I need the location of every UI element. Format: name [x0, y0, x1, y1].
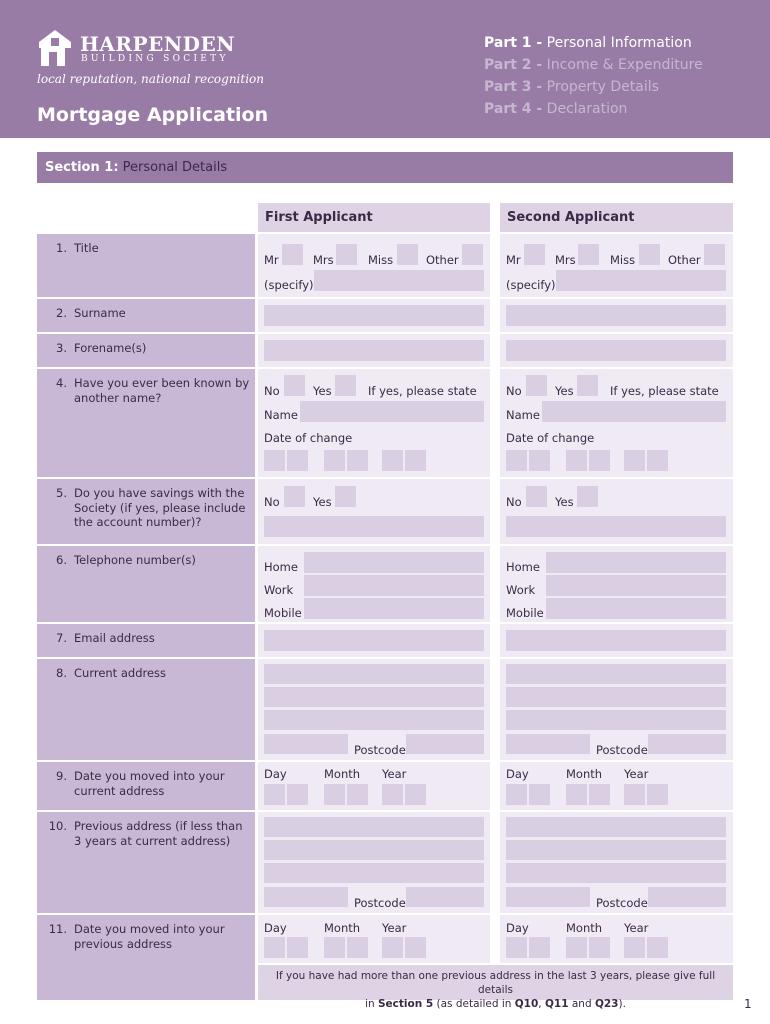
- q4-second-cell: No Yes If yes, please state Name Date of change: [500, 369, 733, 477]
- date-digit-box[interactable]: [506, 450, 527, 471]
- date-digit-box[interactable]: [324, 450, 345, 471]
- q6-second-cell: Home Work Mobile: [500, 546, 733, 622]
- date-digit-box[interactable]: [529, 937, 550, 958]
- address-line-field[interactable]: [264, 817, 484, 837]
- q10-first-cell: Postcode: [258, 812, 490, 913]
- mobile-phone-field[interactable]: [304, 598, 484, 619]
- q7-second-cell: [500, 624, 733, 657]
- question-telephone-label: 6. Telephone number(s): [37, 546, 255, 622]
- date-digit-box[interactable]: [529, 784, 550, 805]
- part-4: Part 4 - Declaration: [484, 101, 628, 117]
- date-digit-box[interactable]: [264, 784, 285, 805]
- part-2: Part 2 - Income & Expenditure: [484, 57, 703, 73]
- title-specify-field[interactable]: [556, 270, 726, 291]
- other-name-yes-checkbox[interactable]: [335, 375, 356, 396]
- date-digit-box[interactable]: [647, 784, 668, 805]
- brand-tagline: local reputation, national recognition: [37, 72, 265, 86]
- address-line-field[interactable]: [264, 710, 484, 730]
- address-line-field[interactable]: [506, 863, 726, 883]
- brand-name: HARPENDEN: [80, 32, 235, 56]
- q3-first-cell: [258, 334, 490, 367]
- q11-first-cell: Day Month Year: [258, 915, 490, 963]
- date-digit-box[interactable]: [264, 450, 285, 471]
- address-line-field[interactable]: [264, 734, 348, 754]
- q9-first-cell: Day Month Year: [258, 762, 490, 810]
- q10-second-cell: Postcode: [500, 812, 733, 913]
- title-other-checkbox[interactable]: [462, 244, 483, 265]
- forenames-field[interactable]: [506, 340, 726, 361]
- q5-second-cell: No Yes: [500, 479, 733, 544]
- work-phone-field[interactable]: [304, 575, 484, 596]
- q2-first-cell: [258, 299, 490, 332]
- surname-field[interactable]: [506, 305, 726, 326]
- question-email-label: 7. Email address: [37, 624, 255, 657]
- other-name-no-checkbox[interactable]: [284, 375, 305, 396]
- address-line-field[interactable]: [264, 887, 348, 907]
- mobile-phone-field[interactable]: [546, 598, 726, 619]
- q8-second-cell: Postcode: [500, 659, 733, 760]
- surname-field[interactable]: [264, 305, 484, 326]
- section-heading: Section 1: Personal Details: [37, 152, 733, 183]
- q6-first-cell: Home Work Mobile: [258, 546, 490, 622]
- part-3: Part 3 - Property Details: [484, 79, 659, 95]
- home-phone-field[interactable]: [546, 552, 726, 573]
- question-current-address-label: 8. Current address: [37, 659, 255, 760]
- title-mrs-checkbox[interactable]: [336, 244, 357, 265]
- question-other-name-label: 4. Have you ever been known by another name?: [37, 369, 255, 477]
- date-digit-box[interactable]: [405, 450, 426, 471]
- address-line-field[interactable]: [264, 687, 484, 707]
- date-digit-box[interactable]: [566, 784, 587, 805]
- address-line-field[interactable]: [506, 887, 590, 907]
- other-name-no-checkbox[interactable]: [526, 375, 547, 396]
- date-digit-box[interactable]: [324, 784, 345, 805]
- address-line-field[interactable]: [506, 687, 726, 707]
- date-digit-box[interactable]: [506, 784, 527, 805]
- work-phone-field[interactable]: [546, 575, 726, 596]
- date-digit-box[interactable]: [589, 450, 610, 471]
- q3-second-cell: [500, 334, 733, 367]
- previous-name-field[interactable]: [300, 401, 484, 422]
- postcode-field[interactable]: [406, 734, 484, 754]
- title-other-checkbox[interactable]: [704, 244, 725, 265]
- date-digit-box[interactable]: [566, 450, 587, 471]
- savings-no-checkbox[interactable]: [284, 486, 305, 507]
- address-line-field[interactable]: [506, 710, 726, 730]
- building-society-logo-icon: [37, 26, 73, 68]
- date-digit-box[interactable]: [589, 784, 610, 805]
- address-line-field[interactable]: [264, 664, 484, 684]
- address-line-field[interactable]: [506, 734, 590, 754]
- title-mr-checkbox[interactable]: [524, 244, 545, 265]
- address-line-field[interactable]: [506, 664, 726, 684]
- email-field[interactable]: [506, 630, 726, 651]
- question-date-moved-current-label: 9. Date you moved into your current address: [37, 762, 255, 810]
- address-line-field[interactable]: [264, 840, 484, 860]
- date-digit-box[interactable]: [347, 784, 368, 805]
- brand-subtitle: BUILDING SOCIETY: [81, 54, 229, 64]
- account-number-field[interactable]: [506, 516, 726, 537]
- q1-second-cell: Mr Mrs Miss Other (specify): [500, 234, 733, 297]
- part-1: Part 1 - Personal Information: [484, 35, 692, 51]
- q5-first-cell: No Yes: [258, 479, 490, 544]
- date-digit-box[interactable]: [405, 784, 426, 805]
- date-digit-box[interactable]: [324, 937, 345, 958]
- title-specify-field[interactable]: [314, 270, 484, 291]
- savings-yes-checkbox[interactable]: [577, 486, 598, 507]
- address-line-field[interactable]: [506, 817, 726, 837]
- title-mr-checkbox[interactable]: [282, 244, 303, 265]
- date-digit-box[interactable]: [529, 450, 550, 471]
- postcode-field[interactable]: [406, 887, 484, 907]
- q2-second-cell: [500, 299, 733, 332]
- date-digit-box[interactable]: [347, 937, 368, 958]
- address-line-field[interactable]: [264, 863, 484, 883]
- postcode-field[interactable]: [648, 734, 726, 754]
- savings-no-checkbox[interactable]: [526, 486, 547, 507]
- title-mrs-checkbox[interactable]: [578, 244, 599, 265]
- date-digit-box[interactable]: [566, 937, 587, 958]
- forenames-field[interactable]: [264, 340, 484, 361]
- question-surname-label: 2. Surname: [37, 299, 255, 332]
- title-miss-checkbox[interactable]: [397, 244, 418, 265]
- date-digit-box[interactable]: [287, 784, 308, 805]
- q7-first-cell: [258, 624, 490, 657]
- account-number-field[interactable]: [264, 516, 484, 537]
- question-previous-address-label: 10. Previous address (if less than 3 years at current address): [37, 812, 255, 913]
- date-digit-box[interactable]: [647, 450, 668, 471]
- page-number: 1: [744, 997, 752, 1011]
- date-digit-box[interactable]: [287, 937, 308, 958]
- date-digit-box[interactable]: [647, 937, 668, 958]
- first-applicant-header: First Applicant: [258, 203, 490, 232]
- postcode-field[interactable]: [648, 887, 726, 907]
- q11-second-cell: Day Month Year: [500, 915, 733, 963]
- savings-yes-checkbox[interactable]: [335, 486, 356, 507]
- date-digit-box[interactable]: [382, 450, 403, 471]
- question-savings-label: 5. Do you have savings with the Society (if yes, please include the account number)?: [37, 479, 255, 544]
- previous-address-note: If you have had more than one previous address in the last 3 years, please give full details in Section 5 (as detailed in Q10, Q11 and Q23).: [258, 965, 733, 1000]
- second-applicant-header: Second Applicant: [500, 203, 733, 232]
- question-forenames-label: 3. Forename(s): [37, 334, 255, 367]
- title-miss-checkbox[interactable]: [639, 244, 660, 265]
- date-digit-box[interactable]: [347, 450, 368, 471]
- email-field[interactable]: [264, 630, 484, 651]
- date-digit-box[interactable]: [624, 450, 645, 471]
- other-name-yes-checkbox[interactable]: [577, 375, 598, 396]
- question-title-label: 1. Title: [37, 234, 255, 297]
- previous-name-field[interactable]: [542, 401, 726, 422]
- date-digit-box[interactable]: [589, 937, 610, 958]
- date-digit-box[interactable]: [624, 937, 645, 958]
- address-line-field[interactable]: [506, 840, 726, 860]
- parts-nav: [484, 32, 703, 120]
- date-digit-box[interactable]: [382, 937, 403, 958]
- q1-first-cell: Mr Mrs Miss Other (specify): [258, 234, 490, 297]
- home-phone-field[interactable]: [304, 552, 484, 573]
- date-digit-box[interactable]: [264, 937, 285, 958]
- page-title: Mortgage Application: [37, 104, 269, 126]
- header-banner: [0, 0, 770, 138]
- date-digit-box[interactable]: [506, 937, 527, 958]
- date-digit-box[interactable]: [405, 937, 426, 958]
- question-date-moved-previous-label: 11. Date you moved into your previous address: [37, 915, 255, 1000]
- date-digit-box[interactable]: [287, 450, 308, 471]
- date-digit-box[interactable]: [624, 784, 645, 805]
- q9-second-cell: Day Month Year: [500, 762, 733, 810]
- q4-first-cell: No Yes If yes, please state Name Date of change: [258, 369, 490, 477]
- date-digit-box[interactable]: [382, 784, 403, 805]
- q8-first-cell: Postcode: [258, 659, 490, 760]
